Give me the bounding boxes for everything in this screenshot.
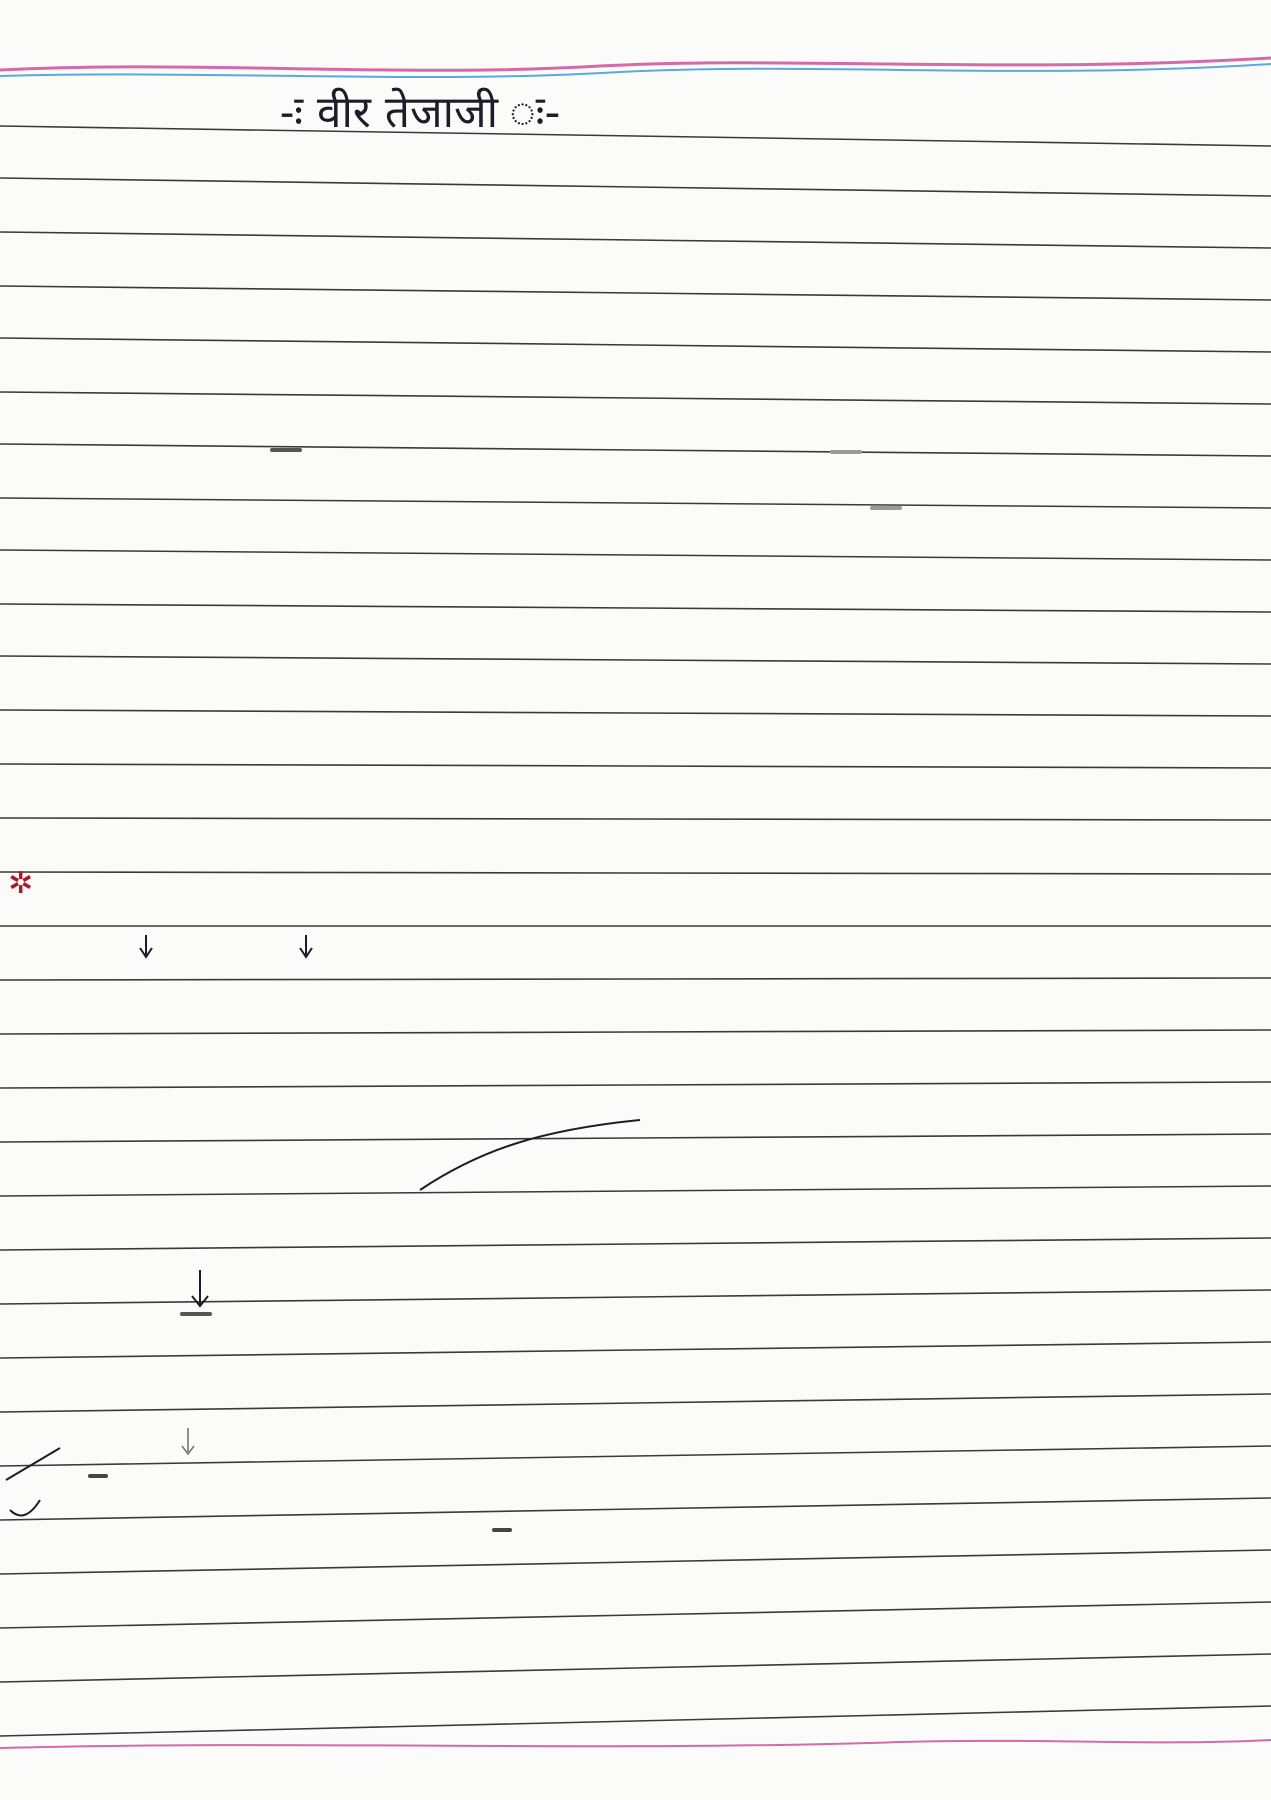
tithi-circle-14 xyxy=(830,450,862,454)
down-arrow xyxy=(140,935,152,957)
page-title: -ः वीर तेजाजी ः- xyxy=(280,87,561,138)
down-arrow xyxy=(182,1428,194,1454)
star-mark: ✲ xyxy=(8,866,34,901)
bhadrapad-box xyxy=(492,1528,512,1532)
tithi-circle-10 xyxy=(870,506,902,510)
down-arrow xyxy=(192,1270,208,1306)
strike-curve xyxy=(420,1120,640,1190)
tick-mark xyxy=(6,1448,60,1515)
sursura-label xyxy=(88,1474,108,1478)
down-arrow xyxy=(300,935,312,957)
value-janm-tithi xyxy=(270,448,302,452)
vijay-oval xyxy=(180,1312,212,1316)
